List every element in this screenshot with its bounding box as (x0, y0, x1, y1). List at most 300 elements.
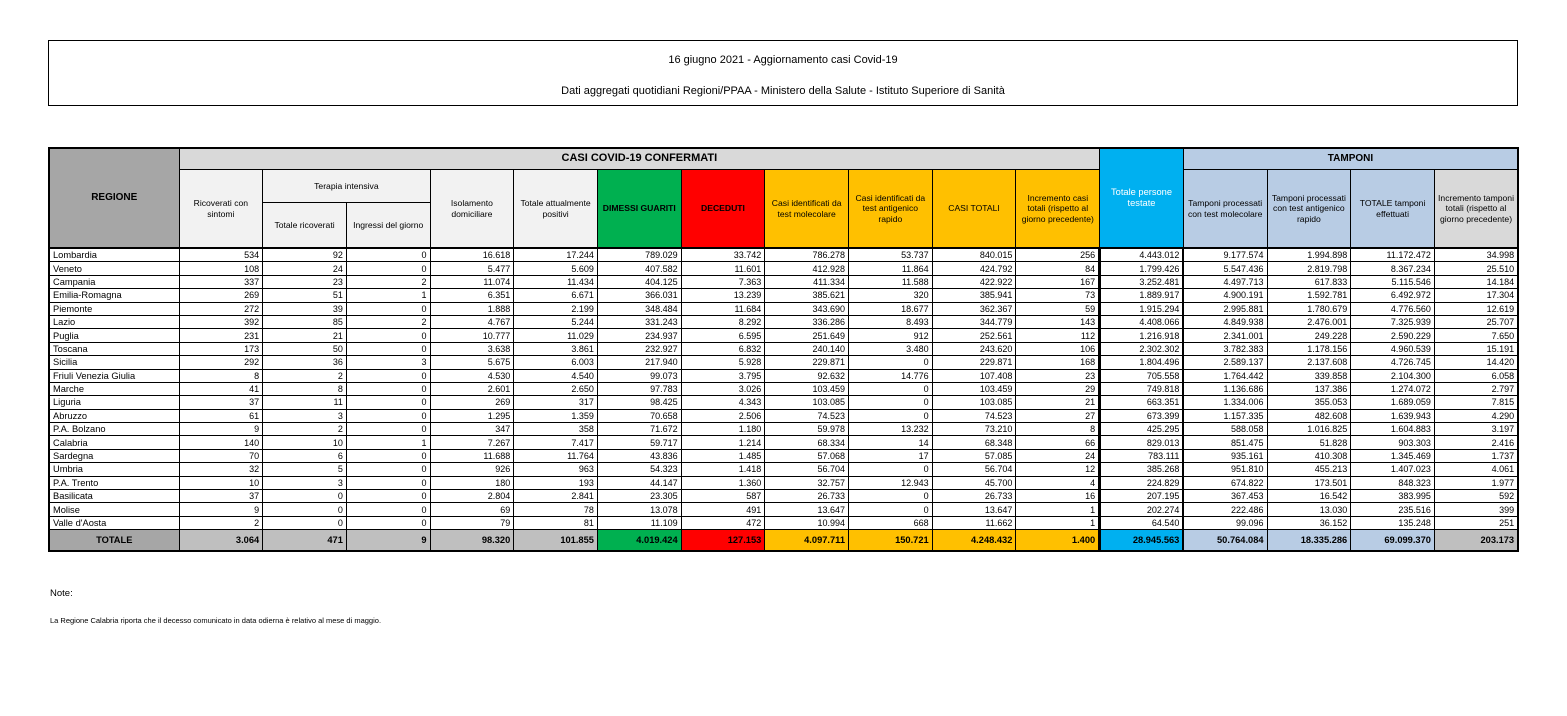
value-cell: 11.029 (514, 329, 598, 342)
table-row (49, 516, 1518, 529)
value-cell: 97.783 (597, 382, 681, 395)
value-cell: 1.764.442 (1183, 369, 1267, 382)
table-row (49, 356, 1518, 369)
value-cell: 17.304 (1434, 289, 1518, 302)
value-cell: 0 (263, 490, 347, 503)
value-cell: 331.243 (597, 315, 681, 328)
value-cell: 903.303 (1351, 436, 1435, 449)
value-cell: 1.604.883 (1351, 423, 1435, 436)
totals-value-cell: 471 (263, 530, 347, 552)
value-cell: 411.334 (765, 275, 849, 288)
value-cell: 11.688 (430, 449, 514, 462)
value-cell: 2.797 (1434, 382, 1518, 395)
value-cell: 12 (1016, 463, 1100, 476)
value-cell: 8.493 (849, 315, 933, 328)
value-cell: 963 (514, 463, 598, 476)
value-cell: 6.492.972 (1351, 289, 1435, 302)
region-name: Puglia (49, 329, 179, 342)
value-cell: 5.609 (514, 262, 598, 275)
value-cell: 4.726.745 (1351, 356, 1435, 369)
report-title-box (48, 40, 1518, 106)
value-cell: 21 (1016, 396, 1100, 409)
value-cell: 3.480 (849, 342, 933, 355)
value-cell: 4.767 (430, 315, 514, 328)
value-cell: 2.137.608 (1267, 356, 1351, 369)
value-cell: 4.290 (1434, 409, 1518, 422)
value-cell: 232.927 (597, 342, 681, 355)
value-cell: 84 (1016, 262, 1100, 275)
region-name: Piemonte (49, 302, 179, 315)
value-cell: 51.828 (1267, 436, 1351, 449)
value-cell: 70.658 (597, 409, 681, 422)
value-cell: 4.408.066 (1100, 315, 1184, 328)
value-cell: 783.111 (1100, 449, 1184, 462)
value-cell: 59.978 (765, 423, 849, 436)
value-cell: 663.351 (1100, 396, 1184, 409)
totals-value-cell: 98.320 (430, 530, 514, 552)
value-cell: 2.650 (514, 382, 598, 395)
table-row (49, 476, 1518, 489)
value-cell: 851.475 (1183, 436, 1267, 449)
value-cell: 10.994 (765, 516, 849, 529)
value-cell: 4.900.191 (1183, 289, 1267, 302)
value-cell: 1.214 (681, 436, 765, 449)
region-name: P.A. Trento (49, 476, 179, 489)
column-header-incremento-tamponi: Incremento tamponi totali (rispetto al giorno precedente) (1434, 170, 1518, 249)
value-cell: 0 (849, 503, 933, 516)
table-row (49, 369, 1518, 382)
value-cell: 0 (849, 409, 933, 422)
value-cell: 8 (1016, 423, 1100, 436)
totals-value-cell: 69.099.370 (1351, 530, 1435, 552)
value-cell: 235.516 (1351, 503, 1435, 516)
value-cell: 673.399 (1100, 409, 1184, 422)
value-cell: 1.178.156 (1267, 342, 1351, 355)
value-cell: 252.561 (932, 329, 1016, 342)
value-cell: 50 (263, 342, 347, 355)
value-cell: 14.776 (849, 369, 933, 382)
value-cell: 482.608 (1267, 409, 1351, 422)
value-cell: 399 (1434, 503, 1518, 516)
value-cell: 92.632 (765, 369, 849, 382)
value-cell: 106 (1016, 342, 1100, 355)
value-cell: 73 (1016, 289, 1100, 302)
value-cell: 32.757 (765, 476, 849, 489)
value-cell: 2.506 (681, 409, 765, 422)
value-cell: 92 (263, 248, 347, 262)
value-cell: 135.248 (1351, 516, 1435, 529)
value-cell: 13.647 (932, 503, 1016, 516)
value-cell: 366.031 (597, 289, 681, 302)
value-cell: 143 (1016, 315, 1100, 328)
value-cell: 34.998 (1434, 248, 1518, 262)
value-cell: 0 (346, 329, 430, 342)
value-cell: 240.140 (765, 342, 849, 355)
column-header-dimessi-guariti: DIMESSI GUARITI (597, 170, 681, 249)
value-cell: 2 (179, 516, 263, 529)
value-cell: 3.638 (430, 342, 514, 355)
value-cell: 5.547.436 (1183, 262, 1267, 275)
value-cell: 348.484 (597, 302, 681, 315)
value-cell: 66 (1016, 436, 1100, 449)
value-cell: 2 (263, 423, 347, 436)
group-header-tamponi: TAMPONI (1183, 148, 1518, 170)
region-name: Sardegna (49, 449, 179, 462)
value-cell: 3 (263, 409, 347, 422)
value-cell: 0 (849, 356, 933, 369)
value-cell: 8 (263, 382, 347, 395)
value-cell: 4.530 (430, 369, 514, 382)
table-row (49, 409, 1518, 422)
value-cell: 392 (179, 315, 263, 328)
value-cell: 534 (179, 248, 263, 262)
value-cell: 1.994.898 (1267, 248, 1351, 262)
value-cell: 11.434 (514, 275, 598, 288)
value-cell: 935.161 (1183, 449, 1267, 462)
value-cell: 16.618 (430, 248, 514, 262)
table-body (49, 248, 1518, 530)
value-cell: 2 (346, 315, 430, 328)
value-cell: 59.717 (597, 436, 681, 449)
value-cell: 362.367 (932, 302, 1016, 315)
value-cell: 3.252.481 (1100, 275, 1184, 288)
region-name: Lazio (49, 315, 179, 328)
value-cell: 64.540 (1100, 516, 1184, 529)
value-cell: 404.125 (597, 275, 681, 288)
value-cell: 45.700 (932, 476, 1016, 489)
group-header-terapia-intensiva: Terapia intensiva (263, 170, 430, 203)
value-cell: 17 (849, 449, 933, 462)
value-cell: 455.213 (1267, 463, 1351, 476)
value-cell: 6 (263, 449, 347, 462)
value-cell: 44.147 (597, 476, 681, 489)
region-name: Abruzzo (49, 409, 179, 422)
value-cell: 339.858 (1267, 369, 1351, 382)
value-cell: 5.477 (430, 262, 514, 275)
column-header-casi-molecolare: Casi identificati da test molecolare (765, 170, 849, 249)
table-row (49, 342, 1518, 355)
value-cell: 10 (263, 436, 347, 449)
value-cell: 1.889.917 (1100, 289, 1184, 302)
value-cell: 24 (263, 262, 347, 275)
value-cell: 1.295 (430, 409, 514, 422)
value-cell: 2.341.001 (1183, 329, 1267, 342)
value-cell: 234.937 (597, 329, 681, 342)
value-cell: 292 (179, 356, 263, 369)
value-cell: 407.582 (597, 262, 681, 275)
value-cell: 385.268 (1100, 463, 1184, 476)
column-header-casi-antigenico: Casi identificati da test antigenico rapido (849, 170, 933, 249)
region-name: Lombardia (49, 248, 179, 262)
table-row (49, 248, 1518, 262)
value-cell: 5.675 (430, 356, 514, 369)
value-cell: 0 (346, 302, 430, 315)
table-row (49, 449, 1518, 462)
column-header-ti-totale-ricoverati: Totale ricoverati (263, 203, 347, 249)
value-cell: 1.157.335 (1183, 409, 1267, 422)
region-name: Liguria (49, 396, 179, 409)
table-row (49, 329, 1518, 342)
value-cell: 103.085 (765, 396, 849, 409)
value-cell: 231 (179, 329, 263, 342)
value-cell: 1.359 (514, 409, 598, 422)
column-header-ti-ingressi-giorno: Ingressi del giorno (346, 203, 430, 249)
region-name: P.A. Bolzano (49, 423, 179, 436)
value-cell: 25.707 (1434, 315, 1518, 328)
value-cell: 0 (849, 382, 933, 395)
value-cell: 0 (346, 476, 430, 489)
region-name: Marche (49, 382, 179, 395)
value-cell: 70 (179, 449, 263, 462)
value-cell: 37 (179, 396, 263, 409)
value-cell: 6.003 (514, 356, 598, 369)
value-cell: 16 (1016, 490, 1100, 503)
value-cell: 0 (346, 409, 430, 422)
value-cell: 337 (179, 275, 263, 288)
value-cell: 8.292 (681, 315, 765, 328)
value-cell: 789.029 (597, 248, 681, 262)
value-cell: 1.216.918 (1100, 329, 1184, 342)
value-cell: 56.704 (932, 463, 1016, 476)
value-cell: 1 (346, 289, 430, 302)
value-cell: 112 (1016, 329, 1100, 342)
value-cell: 53.737 (849, 248, 933, 262)
value-cell: 37 (179, 490, 263, 503)
value-cell: 56.704 (765, 463, 849, 476)
value-cell: 2.841 (514, 490, 598, 503)
region-name: Umbria (49, 463, 179, 476)
value-cell: 848.323 (1351, 476, 1435, 489)
value-cell: 249.228 (1267, 329, 1351, 342)
value-cell: 256 (1016, 248, 1100, 262)
value-cell: 1.977 (1434, 476, 1518, 489)
value-cell: 4.061 (1434, 463, 1518, 476)
value-cell: 23 (263, 275, 347, 288)
value-cell: 12.943 (849, 476, 933, 489)
value-cell: 1.888 (430, 302, 514, 315)
notes-section (50, 588, 1450, 625)
value-cell: 41 (179, 382, 263, 395)
value-cell: 1.274.072 (1351, 382, 1435, 395)
value-cell: 24 (1016, 449, 1100, 462)
value-cell: 668 (849, 516, 933, 529)
value-cell: 11.864 (849, 262, 933, 275)
value-cell: 0 (346, 516, 430, 529)
value-cell: 1.804.496 (1100, 356, 1184, 369)
value-cell: 243.620 (932, 342, 1016, 355)
value-cell: 0 (346, 463, 430, 476)
value-cell: 251 (1434, 516, 1518, 529)
table-row (49, 289, 1518, 302)
value-cell: 193 (514, 476, 598, 489)
value-cell: 81 (514, 516, 598, 529)
group-header-casi-confermati: CASI COVID-19 CONFERMATI (179, 148, 1100, 170)
value-cell: 786.278 (765, 248, 849, 262)
value-cell: 16.542 (1267, 490, 1351, 503)
value-cell: 103.459 (932, 382, 1016, 395)
value-cell: 2.819.798 (1267, 262, 1351, 275)
value-cell: 4.443.012 (1100, 248, 1184, 262)
region-name: Emilia-Romagna (49, 289, 179, 302)
value-cell: 36 (263, 356, 347, 369)
totals-value-cell: 28.945.563 (1100, 530, 1184, 552)
value-cell: 7.267 (430, 436, 514, 449)
value-cell: 222.486 (1183, 503, 1267, 516)
value-cell: 0 (263, 516, 347, 529)
value-cell: 3.795 (681, 369, 765, 382)
value-cell: 1.915.294 (1100, 302, 1184, 315)
value-cell: 7.650 (1434, 329, 1518, 342)
value-cell: 12.619 (1434, 302, 1518, 315)
totals-value-cell: 3.064 (179, 530, 263, 552)
column-header-ricoverati: Ricoverati con sintomi (179, 170, 263, 249)
value-cell: 61 (179, 409, 263, 422)
column-header-totale-tamponi: TOTALE tamponi effettuati (1351, 170, 1435, 249)
value-cell: 25.510 (1434, 262, 1518, 275)
value-cell: 588.058 (1183, 423, 1267, 436)
totals-value-cell: 101.855 (514, 530, 598, 552)
value-cell: 320 (849, 289, 933, 302)
table-row (49, 302, 1518, 315)
notes-heading: Note: (50, 588, 73, 599)
region-name: Veneto (49, 262, 179, 275)
value-cell: 36.152 (1267, 516, 1351, 529)
value-cell: 425.295 (1100, 423, 1184, 436)
value-cell: 0 (346, 262, 430, 275)
value-cell: 2.590.229 (1351, 329, 1435, 342)
value-cell: 18.677 (849, 302, 933, 315)
value-cell: 1.799.426 (1100, 262, 1184, 275)
value-cell: 7.325.939 (1351, 315, 1435, 328)
table-row (49, 423, 1518, 436)
value-cell: 14 (849, 436, 933, 449)
value-cell: 2.302.302 (1100, 342, 1184, 355)
value-cell: 9.177.574 (1183, 248, 1267, 262)
value-cell: 272 (179, 302, 263, 315)
totals-value-cell: 203.173 (1434, 530, 1518, 552)
value-cell: 0 (849, 463, 933, 476)
column-header-deceduti: DECEDUTI (681, 170, 765, 249)
value-cell: 385.621 (765, 289, 849, 302)
value-cell: 13.647 (765, 503, 849, 516)
value-cell: 385.941 (932, 289, 1016, 302)
value-cell: 344.779 (932, 315, 1016, 328)
value-cell: 107.408 (932, 369, 1016, 382)
value-cell: 98.425 (597, 396, 681, 409)
value-cell: 0 (849, 490, 933, 503)
value-cell: 137.386 (1267, 382, 1351, 395)
value-cell: 15.191 (1434, 342, 1518, 355)
value-cell: 4.497.713 (1183, 275, 1267, 288)
value-cell: 472 (681, 516, 765, 529)
covid-data-table (48, 147, 1519, 552)
value-cell: 103.085 (932, 396, 1016, 409)
table-footer (49, 530, 1518, 552)
column-header-tamponi-antigenico: Tamponi processati con test antigenico rapido (1267, 170, 1351, 249)
value-cell: 0 (263, 503, 347, 516)
value-cell: 73.210 (932, 423, 1016, 436)
table-row (49, 490, 1518, 503)
value-cell: 2 (346, 275, 430, 288)
value-cell: 1.136.686 (1183, 382, 1267, 395)
value-cell: 343.690 (765, 302, 849, 315)
value-cell: 269 (179, 289, 263, 302)
value-cell: 1.016.825 (1267, 423, 1351, 436)
value-cell: 11.588 (849, 275, 933, 288)
value-cell: 0 (346, 503, 430, 516)
region-name: Calabria (49, 436, 179, 449)
value-cell: 11.764 (514, 449, 598, 462)
value-cell: 674.822 (1183, 476, 1267, 489)
value-cell: 2.104.300 (1351, 369, 1435, 382)
column-header-attualmente-positivi: Totale attualmente positivi (514, 170, 598, 249)
totals-value-cell: 150.721 (849, 530, 933, 552)
value-cell: 2.601 (430, 382, 514, 395)
value-cell: 4.343 (681, 396, 765, 409)
value-cell: 4.776.560 (1351, 302, 1435, 315)
value-cell: 1 (1016, 503, 1100, 516)
value-cell: 3.782.383 (1183, 342, 1267, 355)
value-cell: 9 (179, 503, 263, 516)
value-cell: 2.995.881 (1183, 302, 1267, 315)
value-cell: 383.995 (1351, 490, 1435, 503)
value-cell: 11.684 (681, 302, 765, 315)
value-cell: 11.109 (597, 516, 681, 529)
value-cell: 10 (179, 476, 263, 489)
value-cell: 13.239 (681, 289, 765, 302)
value-cell: 7.417 (514, 436, 598, 449)
value-cell: 2 (263, 369, 347, 382)
column-header-casi-totali: CASI TOTALI (932, 170, 1016, 249)
value-cell: 617.833 (1267, 275, 1351, 288)
value-cell: 912 (849, 329, 933, 342)
value-cell: 173 (179, 342, 263, 355)
value-cell: 1.592.781 (1267, 289, 1351, 302)
value-cell: 422.922 (932, 275, 1016, 288)
value-cell: 11.601 (681, 262, 765, 275)
value-cell: 0 (346, 382, 430, 395)
value-cell: 26.733 (765, 490, 849, 503)
value-cell: 10.777 (430, 329, 514, 342)
value-cell: 424.792 (932, 262, 1016, 275)
value-cell: 1.418 (681, 463, 765, 476)
value-cell: 85 (263, 315, 347, 328)
value-cell: 78 (514, 503, 598, 516)
table-row (49, 396, 1518, 409)
region-name: Friuli Venezia Giulia (49, 369, 179, 382)
value-cell: 51 (263, 289, 347, 302)
value-cell: 17.244 (514, 248, 598, 262)
value-cell: 8 (179, 369, 263, 382)
value-cell: 6.671 (514, 289, 598, 302)
value-cell: 71.672 (597, 423, 681, 436)
value-cell: 9 (179, 423, 263, 436)
totals-value-cell: 4.097.711 (765, 530, 849, 552)
value-cell: 3.026 (681, 382, 765, 395)
value-cell: 14.420 (1434, 356, 1518, 369)
value-cell: 43.836 (597, 449, 681, 462)
value-cell: 29 (1016, 382, 1100, 395)
table-row (49, 463, 1518, 476)
region-name: Sicilia (49, 356, 179, 369)
value-cell: 0 (346, 423, 430, 436)
value-cell: 4.540 (514, 369, 598, 382)
value-cell: 3.861 (514, 342, 598, 355)
table-row (49, 503, 1518, 516)
value-cell: 14.184 (1434, 275, 1518, 288)
value-cell: 180 (430, 476, 514, 489)
value-cell: 0 (346, 449, 430, 462)
